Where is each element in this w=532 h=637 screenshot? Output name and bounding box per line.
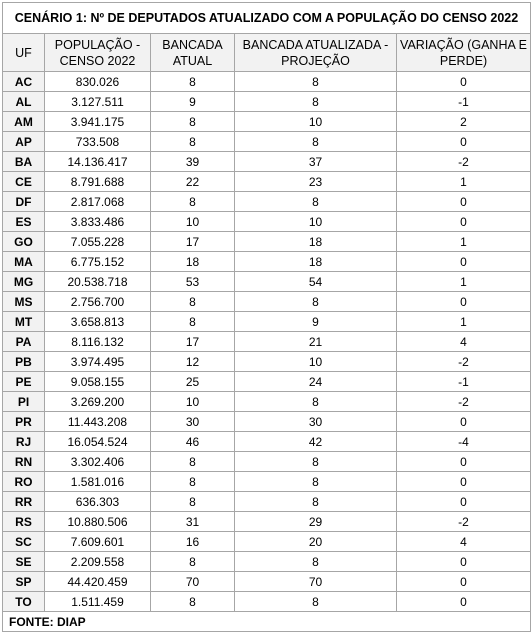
table-row — [3, 92, 531, 112]
cell-uf: SE — [3, 552, 45, 572]
cell-variacao: 0 — [397, 472, 531, 492]
cell-populacao: 16.054.524 — [45, 432, 151, 452]
cell-uf: PI — [3, 392, 45, 412]
cell-bancada-atual: 53 — [151, 272, 235, 292]
cell-populacao: 8.116.132 — [45, 332, 151, 352]
cell-populacao: 3.974.495 — [45, 352, 151, 372]
cell-uf: MS — [3, 292, 45, 312]
header-row — [3, 34, 531, 72]
cell-uf: AC — [3, 72, 45, 92]
cell-bancada-projecao: 8 — [235, 392, 397, 412]
cell-variacao: 4 — [397, 532, 531, 552]
cell-populacao: 2.817.068 — [45, 192, 151, 212]
cell-uf: SC — [3, 532, 45, 552]
cell-bancada-atual: 8 — [151, 192, 235, 212]
table-row — [3, 272, 531, 292]
table-row — [3, 392, 531, 412]
table-row — [3, 432, 531, 452]
cell-bancada-atual: 17 — [151, 232, 235, 252]
cell-uf: RO — [3, 472, 45, 492]
cell-populacao: 7.055.228 — [45, 232, 151, 252]
cell-variacao: -2 — [397, 512, 531, 532]
cell-variacao: 0 — [397, 292, 531, 312]
cell-uf: GO — [3, 232, 45, 252]
cell-populacao: 3.658.813 — [45, 312, 151, 332]
cell-uf: TO — [3, 592, 45, 612]
cell-bancada-projecao: 37 — [235, 152, 397, 172]
cell-bancada-projecao: 8 — [235, 492, 397, 512]
cell-populacao: 2.756.700 — [45, 292, 151, 312]
cell-bancada-atual: 39 — [151, 152, 235, 172]
cell-bancada-projecao: 10 — [235, 112, 397, 132]
cell-variacao: 0 — [397, 212, 531, 232]
cell-populacao: 3.127.511 — [45, 92, 151, 112]
cell-variacao: 0 — [397, 72, 531, 92]
table-row — [3, 132, 531, 152]
cell-bancada-atual: 8 — [151, 132, 235, 152]
table-row — [3, 592, 531, 612]
cell-populacao: 6.775.152 — [45, 252, 151, 272]
table-row — [3, 552, 531, 572]
table-row — [3, 572, 531, 592]
table-row — [3, 232, 531, 252]
cell-bancada-projecao: 10 — [235, 352, 397, 372]
cell-populacao: 636.303 — [45, 492, 151, 512]
table-row — [3, 372, 531, 392]
header-populacao: POPULAÇÃO - CENSO 2022 — [45, 34, 151, 72]
cell-bancada-atual: 46 — [151, 432, 235, 452]
cell-bancada-atual: 8 — [151, 492, 235, 512]
cell-bancada-atual: 8 — [151, 472, 235, 492]
cell-bancada-projecao: 42 — [235, 432, 397, 452]
cell-variacao: -1 — [397, 92, 531, 112]
document-table-container — [2, 2, 530, 632]
table-row — [3, 192, 531, 212]
cell-populacao: 733.508 — [45, 132, 151, 152]
cell-populacao: 2.209.558 — [45, 552, 151, 572]
cell-bancada-atual: 8 — [151, 592, 235, 612]
cell-variacao: 1 — [397, 172, 531, 192]
cell-uf: AM — [3, 112, 45, 132]
cell-bancada-projecao: 8 — [235, 72, 397, 92]
cell-uf: CE — [3, 172, 45, 192]
cell-bancada-atual: 16 — [151, 532, 235, 552]
cell-variacao: 2 — [397, 112, 531, 132]
cell-variacao: 1 — [397, 312, 531, 332]
cell-uf: AL — [3, 92, 45, 112]
cell-bancada-atual: 70 — [151, 572, 235, 592]
cell-populacao: 1.581.016 — [45, 472, 151, 492]
cell-populacao: 1.511.459 — [45, 592, 151, 612]
cell-bancada-atual: 25 — [151, 372, 235, 392]
header-variacao: VARIAÇÃO (GANHA E PERDE) — [397, 34, 531, 72]
cell-bancada-projecao: 24 — [235, 372, 397, 392]
cell-uf: PE — [3, 372, 45, 392]
cell-variacao: 0 — [397, 552, 531, 572]
cell-bancada-atual: 17 — [151, 332, 235, 352]
cell-variacao: 0 — [397, 492, 531, 512]
cell-uf: RR — [3, 492, 45, 512]
table-row — [3, 252, 531, 272]
table-row — [3, 492, 531, 512]
header-uf: UF — [3, 34, 45, 72]
deputies-table — [2, 2, 531, 632]
cell-variacao: 0 — [397, 132, 531, 152]
cell-bancada-projecao: 10 — [235, 212, 397, 232]
cell-populacao: 3.269.200 — [45, 392, 151, 412]
cell-variacao: 0 — [397, 192, 531, 212]
header-bancada-atual: BANCADA ATUAL — [151, 34, 235, 72]
cell-populacao: 3.833.486 — [45, 212, 151, 232]
cell-bancada-projecao: 18 — [235, 252, 397, 272]
table-row — [3, 512, 531, 532]
table-title: CENÁRIO 1: Nº DE DEPUTADOS ATUALIZADO COM A POPULAÇÃO DO CENSO 2022 — [3, 3, 531, 34]
cell-uf: SP — [3, 572, 45, 592]
cell-variacao: -4 — [397, 432, 531, 452]
cell-uf: BA — [3, 152, 45, 172]
cell-variacao: 0 — [397, 452, 531, 472]
cell-bancada-atual: 10 — [151, 212, 235, 232]
cell-variacao: 1 — [397, 232, 531, 252]
table-row — [3, 452, 531, 472]
table-body — [3, 72, 531, 612]
cell-uf: RN — [3, 452, 45, 472]
cell-bancada-projecao: 23 — [235, 172, 397, 192]
cell-bancada-projecao: 29 — [235, 512, 397, 532]
cell-variacao: 0 — [397, 592, 531, 612]
cell-populacao: 10.880.506 — [45, 512, 151, 532]
cell-uf: RS — [3, 512, 45, 532]
cell-variacao: 0 — [397, 412, 531, 432]
cell-bancada-atual: 10 — [151, 392, 235, 412]
table-row — [3, 112, 531, 132]
cell-bancada-atual: 8 — [151, 312, 235, 332]
table-row — [3, 312, 531, 332]
cell-bancada-atual: 12 — [151, 352, 235, 372]
cell-bancada-projecao: 20 — [235, 532, 397, 552]
table-row — [3, 292, 531, 312]
cell-uf: ES — [3, 212, 45, 232]
cell-bancada-atual: 8 — [151, 292, 235, 312]
cell-populacao: 7.609.601 — [45, 532, 151, 552]
cell-bancada-projecao: 54 — [235, 272, 397, 292]
cell-populacao: 9.058.155 — [45, 372, 151, 392]
cell-uf: AP — [3, 132, 45, 152]
table-row — [3, 72, 531, 92]
source-note: FONTE: DIAP — [3, 612, 531, 632]
cell-bancada-atual: 8 — [151, 452, 235, 472]
cell-bancada-atual: 22 — [151, 172, 235, 192]
cell-populacao: 3.941.175 — [45, 112, 151, 132]
cell-bancada-projecao: 8 — [235, 592, 397, 612]
table-row — [3, 412, 531, 432]
cell-variacao: -2 — [397, 152, 531, 172]
cell-populacao: 14.136.417 — [45, 152, 151, 172]
cell-variacao: -2 — [397, 392, 531, 412]
cell-variacao: 0 — [397, 252, 531, 272]
cell-bancada-projecao: 8 — [235, 452, 397, 472]
cell-variacao: 4 — [397, 332, 531, 352]
title-row — [3, 3, 531, 34]
table-row — [3, 472, 531, 492]
header-bancada-projecao: BANCADA ATUALIZADA - PROJEÇÃO — [235, 34, 397, 72]
table-row — [3, 532, 531, 552]
table-row — [3, 152, 531, 172]
cell-bancada-projecao: 8 — [235, 472, 397, 492]
footer-row — [3, 612, 531, 632]
cell-uf: RJ — [3, 432, 45, 452]
cell-bancada-projecao: 8 — [235, 132, 397, 152]
table-row — [3, 352, 531, 372]
table-row — [3, 332, 531, 352]
cell-bancada-atual: 18 — [151, 252, 235, 272]
cell-uf: PR — [3, 412, 45, 432]
cell-populacao: 20.538.718 — [45, 272, 151, 292]
cell-uf: MT — [3, 312, 45, 332]
cell-variacao: 0 — [397, 572, 531, 592]
cell-populacao: 830.026 — [45, 72, 151, 92]
cell-bancada-atual: 8 — [151, 112, 235, 132]
cell-bancada-atual: 8 — [151, 552, 235, 572]
cell-uf: MG — [3, 272, 45, 292]
cell-bancada-projecao: 30 — [235, 412, 397, 432]
cell-uf: PA — [3, 332, 45, 352]
cell-populacao: 11.443.208 — [45, 412, 151, 432]
table-row — [3, 172, 531, 192]
cell-bancada-projecao: 8 — [235, 92, 397, 112]
cell-populacao: 3.302.406 — [45, 452, 151, 472]
cell-bancada-projecao: 8 — [235, 552, 397, 572]
cell-bancada-atual: 30 — [151, 412, 235, 432]
cell-bancada-projecao: 9 — [235, 312, 397, 332]
table-row — [3, 212, 531, 232]
cell-bancada-atual: 9 — [151, 92, 235, 112]
cell-variacao: 1 — [397, 272, 531, 292]
cell-bancada-projecao: 18 — [235, 232, 397, 252]
cell-variacao: -2 — [397, 352, 531, 372]
cell-populacao: 8.791.688 — [45, 172, 151, 192]
cell-bancada-projecao: 70 — [235, 572, 397, 592]
cell-uf: PB — [3, 352, 45, 372]
cell-populacao: 44.420.459 — [45, 572, 151, 592]
cell-uf: DF — [3, 192, 45, 212]
cell-bancada-projecao: 21 — [235, 332, 397, 352]
cell-bancada-projecao: 8 — [235, 292, 397, 312]
cell-bancada-atual: 31 — [151, 512, 235, 532]
cell-variacao: -1 — [397, 372, 531, 392]
cell-bancada-projecao: 8 — [235, 192, 397, 212]
cell-uf: MA — [3, 252, 45, 272]
cell-bancada-atual: 8 — [151, 72, 235, 92]
